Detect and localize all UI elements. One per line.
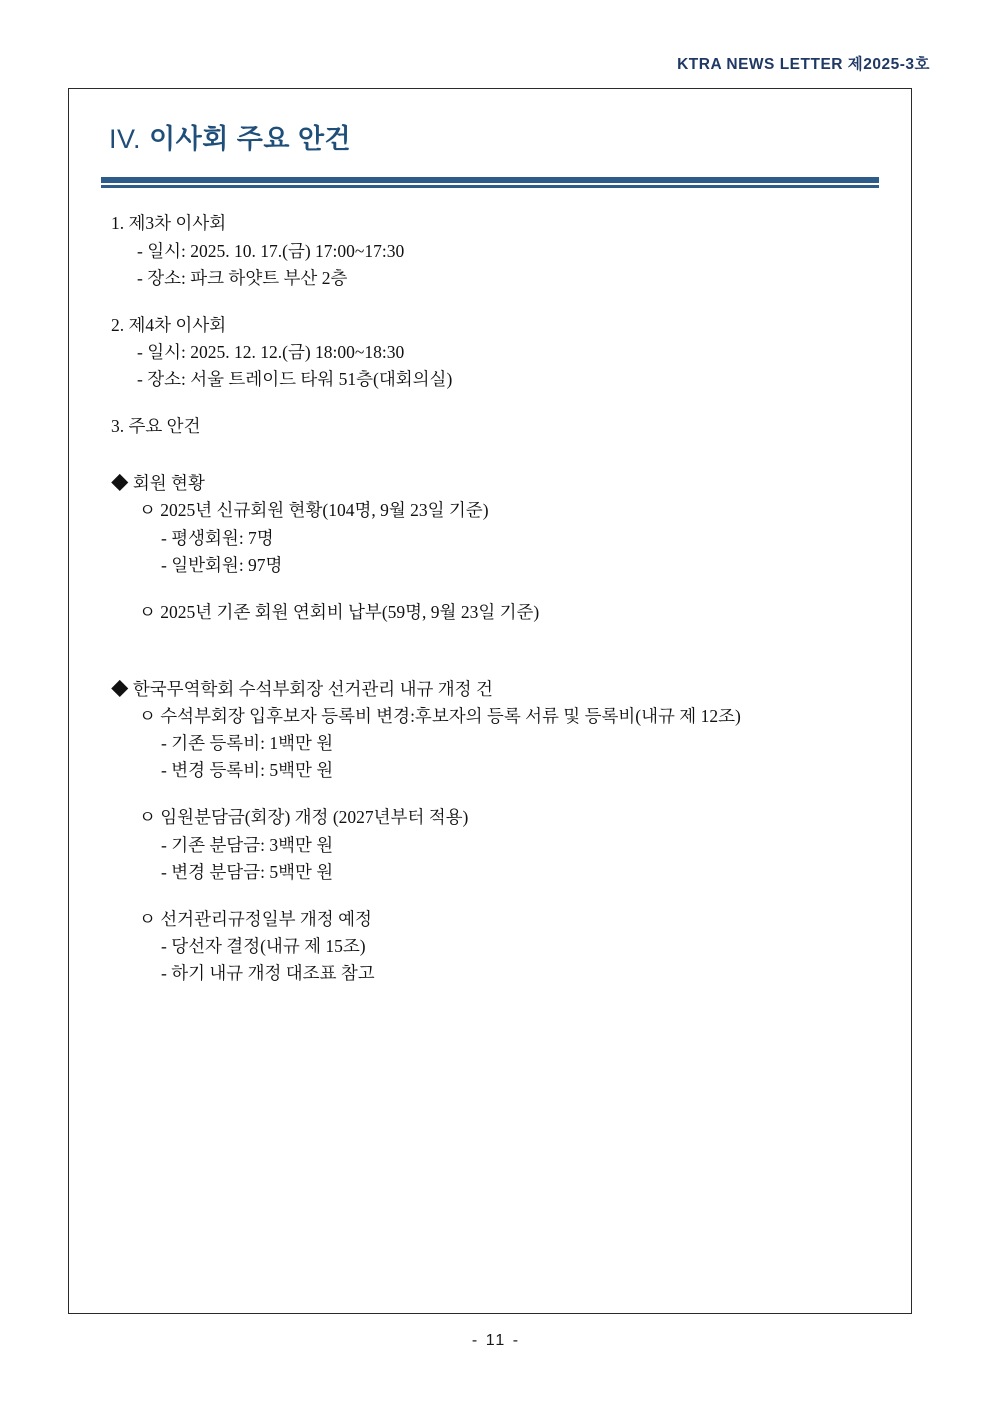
list-item-meeting-4: 2. 제4차 이사회 — [111, 314, 227, 335]
list-item-new-members: ㅇ 2025년 신규회원 현황(104명, 9월 23일 기준) — [139, 500, 489, 521]
spacer — [111, 579, 883, 599]
list-item-comparison-table-note: - 하기 내규 개정 대조표 참고 — [161, 963, 375, 984]
list-item-existing-contribution: - 기존 분담금: 3백만 원 — [161, 834, 334, 855]
list-item-general-members: - 일반회원: 97명 — [161, 554, 283, 575]
list-item-existing-fee: - 기존 등록비: 1백만 원 — [161, 733, 334, 754]
page-border-frame — [68, 88, 912, 1314]
spacer — [111, 393, 883, 413]
list-item-meeting-3: 1. 제3차 이사회 — [111, 213, 227, 234]
agenda-body — [97, 210, 883, 987]
spacer — [111, 440, 883, 470]
list-item-annual-fee: ㅇ 2025년 기존 회원 연회비 납부(59명, 9월 23일 기준) — [139, 601, 540, 622]
list-item-meeting-3-date: - 일시: 2025. 10. 17.(금) 17:00~17:30 — [137, 240, 405, 261]
list-item-meeting-4-place: - 장소: 서울 트레이드 타워 51층(대회의실) — [137, 369, 453, 390]
list-item-officer-contribution: ㅇ 임원분담금(회장) 개정 (2027년부터 적용) — [139, 807, 469, 828]
list-item-member-status: ◆ 회원 현황 — [111, 473, 205, 494]
spacer — [111, 656, 883, 676]
page-number: - 11 - — [471, 1332, 521, 1349]
divider-thin-line — [101, 185, 879, 188]
list-item-meeting-3-place: - 장소: 파크 하얏트 부산 2층 — [137, 267, 348, 288]
spacer — [111, 292, 883, 312]
spacer — [111, 784, 883, 804]
title-divider — [101, 177, 879, 188]
list-item-meeting-4-date: - 일시: 2025. 12. 12.(금) 18:00~18:30 — [137, 341, 405, 362]
list-item-winner-decision: - 당선자 결정(내규 제 15조) — [161, 935, 366, 956]
list-item-bylaw-revision: ◆ 한국무역학회 수석부회장 선거관리 내규 개정 건 — [111, 678, 493, 699]
spacer — [111, 886, 883, 906]
list-item-changed-fee: - 변경 등록비: 5백만 원 — [161, 760, 334, 781]
list-item-main-agenda: 3. 주요 안건 — [111, 416, 201, 437]
section-numeral: IV. — [109, 124, 142, 154]
spacer — [111, 626, 883, 656]
section-title-text: 이사회 주요 안건 — [149, 124, 352, 154]
list-item-changed-contribution: - 변경 분담금: 5백만 원 — [161, 861, 334, 882]
page-title — [109, 123, 883, 155]
newsletter-header-label: KTRA NEWS LETTER 제2025-3호 — [677, 56, 930, 73]
list-item-candidate-fee-change: ㅇ 수석부회장 입후보자 등록비 변경:후보자의 등록 서류 및 등록비(내규 제 12조) — [139, 706, 741, 727]
list-item-lifetime-members: - 평생회원: 7명 — [161, 527, 274, 548]
list-item-election-rule-revision: ㅇ 선거관리규정일부 개정 예정 — [139, 908, 372, 929]
page-content — [97, 123, 883, 987]
